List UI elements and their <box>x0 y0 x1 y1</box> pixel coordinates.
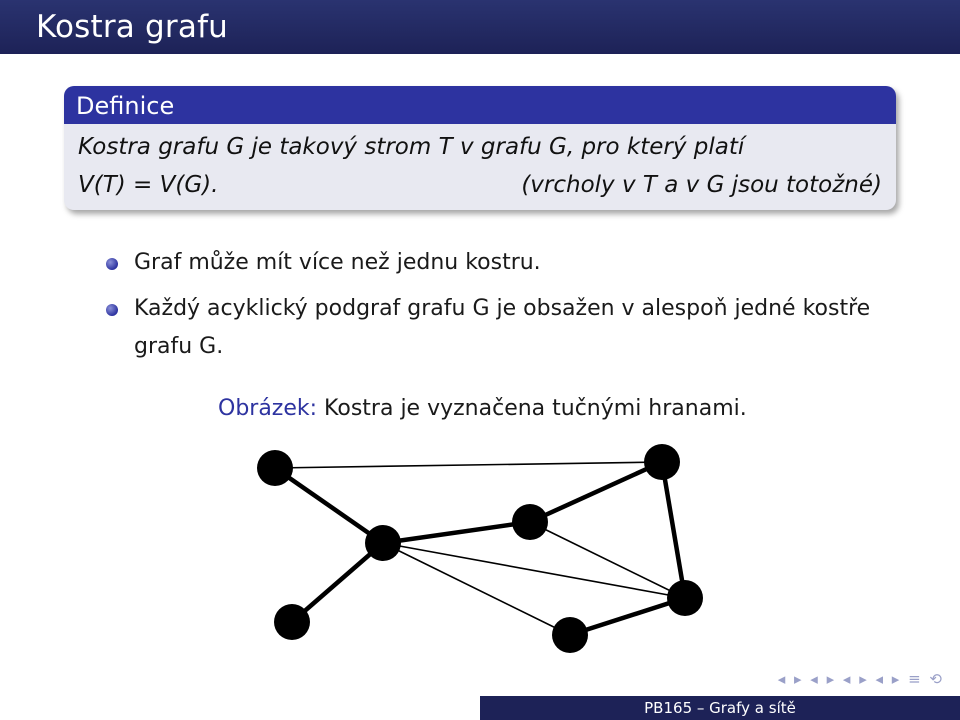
footer-text: PB165 – Grafy a sítě <box>480 696 960 720</box>
spanning-edge <box>570 598 685 635</box>
footer-left <box>0 696 480 720</box>
caption-label: Obrázek: <box>218 396 318 421</box>
footer-bar <box>0 696 960 720</box>
graph-node <box>274 604 310 640</box>
spanning-edge <box>383 522 530 543</box>
graph-edge <box>530 522 685 598</box>
definition-note: (vrcholy v T a v G jsou totožné) <box>521 172 882 198</box>
graph-node <box>512 504 548 540</box>
graph-edge <box>383 543 570 635</box>
graph-node <box>667 580 703 616</box>
navigation-symbols[interactable]: ◂ ▸ ◂ ▸ ◂ ▸ ◂ ▸ ≡ ⟲ <box>777 670 944 688</box>
spanning-edge <box>662 462 685 598</box>
graph-node <box>365 525 401 561</box>
graph-edge <box>275 462 662 468</box>
graph-node <box>552 617 588 653</box>
definition-line-1: Kostra grafu G je takový strom T v grafu G, pro který platí <box>78 134 745 160</box>
spanning-edge <box>292 543 383 622</box>
spanning-edge <box>275 468 383 543</box>
slide-title: Kostra grafu <box>36 9 229 45</box>
spanning-edge <box>530 462 662 522</box>
graph-node <box>644 444 680 480</box>
caption-text: Kostra je vyznačena tučnými hranami. <box>324 396 747 421</box>
definition-heading: Definice <box>64 86 896 124</box>
definition-line-2: V(T) = V(G). <box>78 172 219 198</box>
graph-edge <box>383 543 685 598</box>
bullet-text: Graf může mít více než jednu kostru. <box>134 250 541 275</box>
bullet-text: Každý acyklický podgraf grafu G je obsažen v alespoň jedné kostře grafu G. <box>134 296 871 359</box>
graph-node <box>257 450 293 486</box>
